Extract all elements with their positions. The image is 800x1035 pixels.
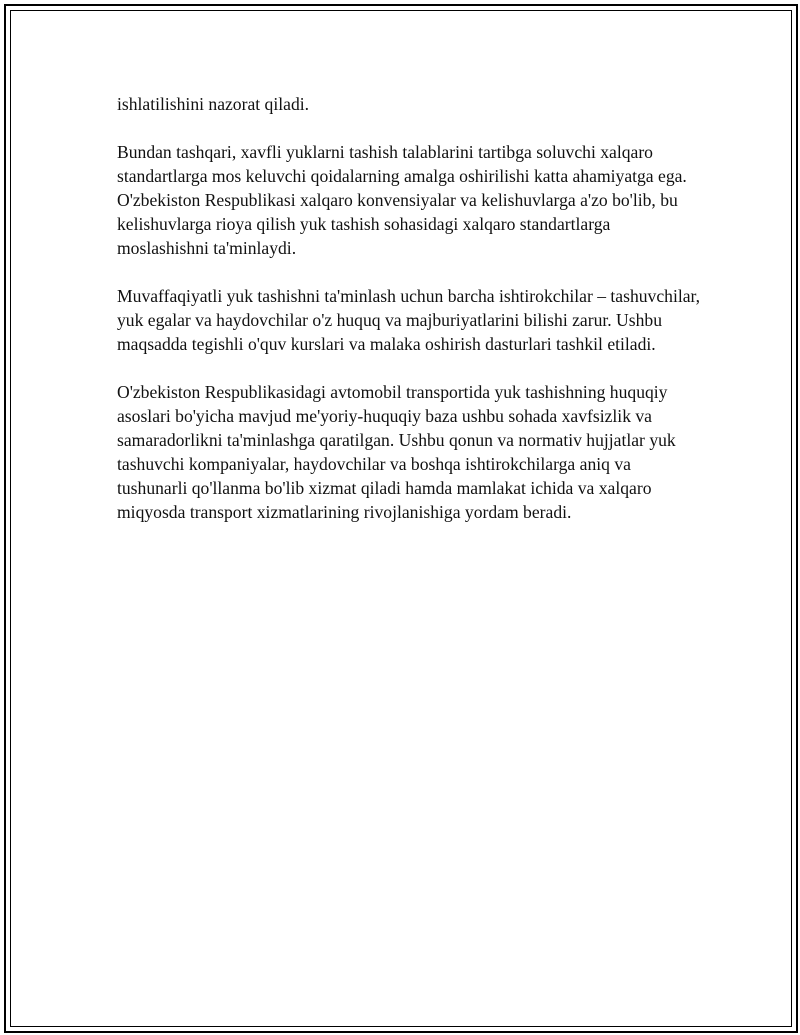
paragraph-1: ishlatilishini nazorat qiladi. bbox=[117, 94, 310, 114]
document-body bbox=[117, 92, 702, 548]
paragraph-3: Muvaffaqiyatli yuk tashishni ta'minlash uchun barcha ishtirokchilar – tashuvchilar, yuk egalar va haydovchilar o'z huquq va majburiyatlarini bilishi zarur. Ushbu maqsadda tegishli o'quv kurslari va malaka oshirish dasturlari tashkil etiladi. bbox=[117, 286, 701, 354]
paragraph-2: Bundan tashqari, xavfli yuklarni tashish talablarini tartibga soluvchi xalqaro standartlarga mos keluvchi qoidalarning amalga oshirilishi katta ahamiyatga ega. O'zbekiston Respublikasi xalqaro konvensiyalar va kelishuvlarga a'zo bo'lib, bu kelishuvlarga rioya qilish yuk tashish sohasidagi xalqaro standartlarga moslashishni ta'minlaydi. bbox=[117, 142, 687, 258]
paragraph-4: O'zbekiston Respublikasidagi avtomobil transportida yuk tashishning huquqiy asoslari bo'yicha mavjud me'yoriy-huquqiy baza ushbu sohada xavfsizlik va samaradorlikni ta'minlashga qaratilgan. Ushbu qonun va normativ hujjatlar yuk tashuvchi kompaniyalar, haydovchilar va boshqa ishtirokchilarga aniq va tushunarli qo'llanma bo'lib xizmat qiladi hamda mamlakat ichida va xalqaro miqyosda transport xizmatlarining rivojlanishiga yordam beradi. bbox=[117, 382, 676, 522]
